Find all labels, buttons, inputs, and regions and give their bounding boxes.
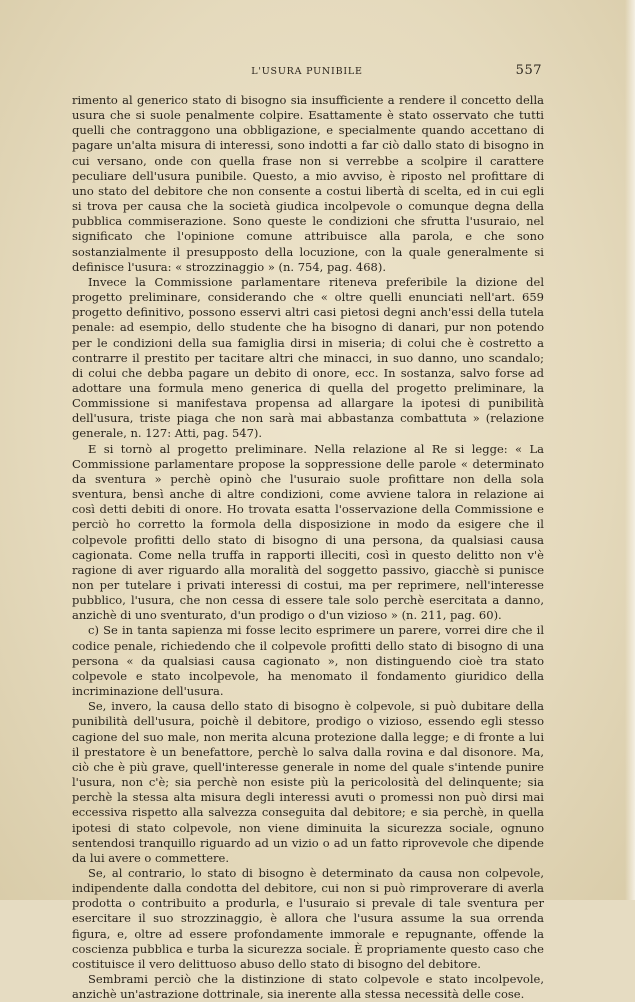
paragraph-commissione-parlamentare: Invece la Commissione parlamentare riteneva preferibile la dizione del progetto preliminare, considerando che « oltre quelli enunciati nell'art. 659 progetto definitivo, possono esservi altri casi pietosi degni anch'essi della tutela penale: ad esempio, dello studente che ha bisogno di danari, pur non potendo per le condizioni della sua famiglia dirsi in miseria; di colui che è costretto a contrarre il prestito per tacitare altri che minacci, in suo danno, uno scandalo; di colui che debba pagare un debito di onore, ecc. In sostanza, salvo forse ad adottare una formula meno generica di quella del progetto preliminare, la Commissione si manifestava propensa ad allargare la ipotesi di punibilità dell'usura, triste piaga che non sarà mai abbastanza combattuta » (relazione generale, n. 127: Atti, pag. 547).	[72, 274, 544, 441]
paragraph-relazione-al-re: E si tornò al progetto preliminare. Nella relazione al Re si legge: « La Commissione parlamentare propose la soppressione delle parole « determinato da sventura » perchè opinò che l'usuraio suole profittare non della sola sventura, bensì anche di altre condizioni, come avviene talora in relazione ai così detti debiti di onore. Ho trovata esatta l'osservazione della Commissione e perciò ho corretto la formola della disposizione in modo da esigere che il colpevole profitti dello stato di bisogno di una persona, da qualsiasi causa cagionata. Come nella truffa in rapporti illeciti, così in questo delitto non v'è ragione di aver riguardo alla moralità del soggetto passivo, giacchè si punisce non per tutelare i privati interessi di costui, ma per reprimere, nell'interesse pubblico, l'usura, che non cessa di essere tale solo perchè esercitata a danno, anzichè di uno sventurato, d'un prodigo o d'un vizioso » (n. 211, pag. 60).	[72, 441, 544, 623]
paragraph-conclusion: Sembrami perciò che la distinzione di stato colpevole e stato incolpevole, anzichè un'astrazione dottrinale, sia inerente alla stessa necessità delle cose.	[72, 972, 544, 1002]
paragraph-continuation: rimento al generico stato di bisogno sia insufficiente a rendere il concetto della usura che si suole penalmente colpire. Esattamente è stato osservato che tutti quelli che contraggono una obbligazione, e specialmente quando accettano di pagare un'alta misura di interessi, sono indotti a far ciò dallo stato di bisogno in cui versano, onde con quella frase non si verrebbe a scolpire il carattere peculiare dell'usura punibile. Questo, a mio avviso, è riposto nel profittare di uno stato del debitore che non consente a costui libertà di scelta, ed in cui egli si trova per causa che la società giudica incolpevole o comunque degna della pubblica commiserazione. Sono queste le condizioni che sfrutta l'usuraio, nel significato che l'opinione comune attribuisce alla parola, e che sono sostanzialmente il presupposto della locuzione, con la quale generalmente si definisce l'usura: « strozzinaggio » (n. 754, pag. 468).	[72, 93, 544, 274]
running-head	[72, 64, 542, 80]
paragraph-point-c: c) Se in tanta sapienza mi fosse lecito esprimere un parere, vorrei dire che il codice penale, richiedendo che il colpevole profitti dello stato di bisogno di una persona « da qualsiasi causa cagionato », non distinguendo cioè tra stato colpevole e stato incolpevole, ha menomato il fondamento giuridico della incriminazione dell'usura.	[72, 623, 544, 699]
running-title: L'USURA PUNIBILE	[251, 66, 363, 77]
paragraph-stato-incolpevole: Se, al contrario, lo stato di bisogno è determinato da causa non colpevole, indipendente dalla condotta del debitore, cui non si può rimproverare di averla prodotta o contribuito a produrla, e l'usuraio si prevale di tale sventura per esercitare il suo strozzinaggio, è allora che l'usura assume la sua orrenda figura, e, oltre ad essere profondamente immorale e repugnante, offende la coscienza pubblica e turba la sicurezza sociale. È propriamente questo caso che costituisce il vero delittuoso abuso dello stato di bisogno del debitore.	[72, 865, 544, 971]
paragraph-stato-colpevole: Se, invero, la causa dello stato di bisogno è colpevole, si può dubitare della punibilità dell'usura, poichè il debitore, prodigo o vizioso, essendo egli stesso cagione del suo male, non merita alcuna protezione dalla legge; e di fronte a lui il prestatore è un benefattore, perchè lo salva dalla rovina e dal disonore. Ma, ciò che è più grave, quell'interesse generale in nome del quale s'intende punire l'usura, non c'è; sia perchè non esiste più la pericolosità del delinquente; sia perchè la stessa alta misura degli interessi avuti o promessi non può dirsi mai eccessiva rispetto alla salvezza conseguita dal debitore; e sia perchè, in quella ipotesi di stato colpevole, non viene diminuita la sicurezza sociale, ognuno sentendosi tranquillo riguardo ad un vizio o ad un fatto riprovevole che dipende da lui avere o commettere.	[72, 699, 544, 865]
body-text	[72, 93, 544, 1002]
page-number: 557	[515, 63, 542, 78]
